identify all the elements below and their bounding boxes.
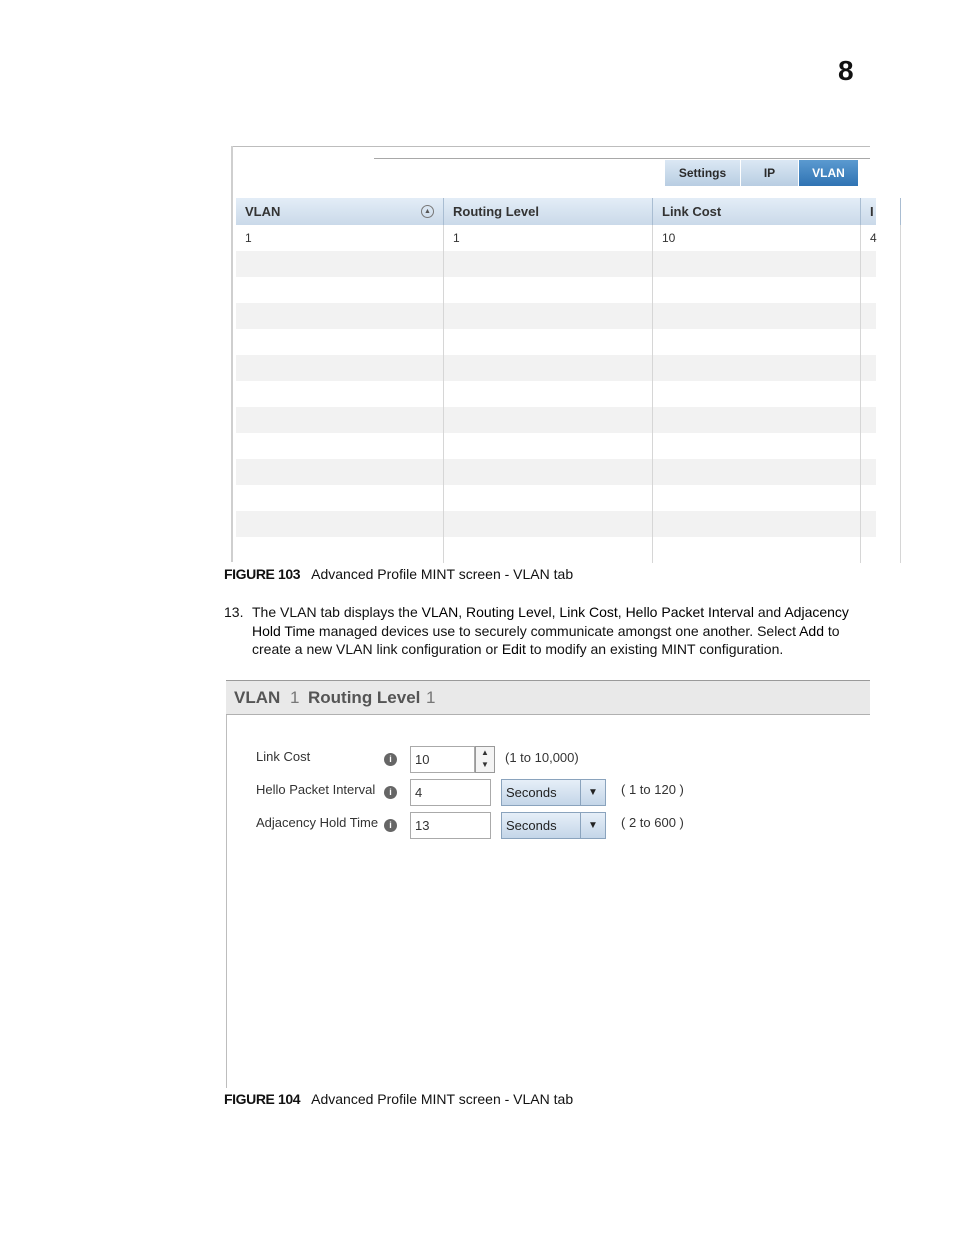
info-icon[interactable]: i [384,786,397,799]
table-cell [653,485,861,511]
column-header-vlan[interactable] [236,198,444,225]
figure-104-caption [224,1091,573,1107]
adjacency-hold-unit-select[interactable] [501,812,606,839]
table-cell [861,433,901,459]
link-cost-input[interactable]: 10 [410,746,475,773]
table-cell [444,355,653,381]
step-text: The VLAN tab displays the VLAN, Routing Level, Link Cost, Hello Packet Interval and Adjacency Hold Time managed devices use to securely communicate amongst one another. Select Add to create a new VLAN link configuration or Edit to modify an existing MINT configuration. [252,604,849,657]
table-cell [444,511,653,537]
table-cell [653,251,861,277]
adjacency-hold-range: ( 2 to 600 ) [621,815,684,830]
table-row[interactable] [236,225,876,251]
info-icon[interactable]: i [384,753,397,766]
table-cell [236,407,444,433]
table-cell [236,251,444,277]
table-cell [653,381,861,407]
table-cell [236,277,444,303]
link-cost-range: (1 to 10,000) [505,750,579,765]
table-cell [236,459,444,485]
table-cell: 4 [861,225,901,251]
frame-left-border [226,680,227,1088]
header-routing-label: Routing Level [308,688,421,707]
vlan-dialog-header [226,680,870,715]
table-cell [236,381,444,407]
table-cell [653,433,861,459]
stepper-down-icon[interactable]: ▼ [481,760,489,769]
table-row[interactable] [236,537,876,563]
table-cell [861,251,901,277]
figure-label: FIGURE 104 [224,1091,301,1107]
table-cell [444,381,653,407]
table-cell [236,511,444,537]
table-cell [444,433,653,459]
table-cell [444,277,653,303]
table-cell [236,485,444,511]
table-cell: 1 [444,225,653,251]
table-cell [444,303,653,329]
table-cell [444,329,653,355]
table-cell [861,381,901,407]
select-value: Seconds [506,818,557,833]
table-cell [653,511,861,537]
table-cell [861,303,901,329]
figure-title: Advanced Profile MINT screen - VLAN tab [311,566,574,582]
table-cell [861,485,901,511]
table-cell [653,355,861,381]
table-cell [236,537,444,563]
table-row[interactable] [236,511,876,537]
chevron-down-icon[interactable]: ▼ [580,813,605,838]
table-cell [653,277,861,303]
chevron-down-icon[interactable]: ▼ [580,780,605,805]
table-row[interactable] [236,355,876,381]
table-cell [861,329,901,355]
table-header [236,198,876,226]
table-row[interactable] [236,329,876,355]
tab-settings[interactable]: Settings [665,160,741,186]
tab-bar-line [374,158,870,159]
vlan-grid-screenshot [231,146,877,562]
table-cell [444,537,653,563]
table-cell [236,329,444,355]
table-row[interactable] [236,485,876,511]
table-cell: 1 [236,225,444,251]
table-cell [444,485,653,511]
table-cell [444,407,653,433]
chapter-number: 8 [838,55,854,86]
vlan-edit-screenshot [226,680,870,1088]
table-row[interactable] [236,251,876,277]
table-cell [861,537,901,563]
link-cost-label: Link Cost [256,749,311,764]
table-row[interactable] [236,407,876,433]
stepper-up-icon[interactable]: ▲ [481,748,489,757]
sort-ascending-icon[interactable]: ▲ [421,205,434,218]
hello-interval-input[interactable]: 4 [410,779,491,806]
header-vlan-label: VLAN [234,688,281,707]
column-header-truncated[interactable]: I [861,198,901,225]
tab-ip[interactable]: IP [741,160,799,186]
table-cell [653,537,861,563]
tab-bar [665,160,859,186]
column-header-label: VLAN [245,204,281,219]
table-cell [861,511,901,537]
table-row[interactable] [236,303,876,329]
figure-title: Advanced Profile MINT screen - VLAN tab [311,1091,574,1107]
table-cell [653,329,861,355]
frame-left-border [231,146,233,562]
table-cell [444,251,653,277]
column-header-routing-level[interactable]: Routing Level [444,198,653,225]
table-cell [653,459,861,485]
header-routing-value: 1 [426,688,436,707]
table-cell: 10 [653,225,861,251]
hello-interval-range: ( 1 to 120 ) [621,782,684,797]
tab-vlan[interactable]: VLAN [799,160,859,186]
table-row[interactable] [236,381,876,407]
table-cell [653,303,861,329]
table-row[interactable] [236,433,876,459]
table-row[interactable] [236,277,876,303]
link-cost-stepper[interactable] [475,746,495,773]
column-header-link-cost[interactable]: Link Cost [653,198,861,225]
adjacency-hold-input[interactable]: 13 [410,812,491,839]
hello-interval-unit-select[interactable] [501,779,606,806]
select-value: Seconds [506,785,557,800]
hello-interval-label: Hello Packet Interval [256,782,376,797]
table-cell [861,459,901,485]
table-cell [861,407,901,433]
table-cell [653,407,861,433]
table-cell [861,277,901,303]
header-vlan-value: 1 [290,688,300,707]
info-icon[interactable]: i [384,819,397,832]
table-row[interactable] [236,459,876,485]
table-cell [861,355,901,381]
adjacency-hold-label: Adjacency Hold Time [256,815,379,830]
figure-label: FIGURE 103 [224,566,301,582]
table-cell [444,459,653,485]
figure-103-caption [224,566,573,582]
frame-top-border [231,146,870,147]
step-number: 13. [224,604,244,620]
table-cell [236,303,444,329]
table-cell [236,355,444,381]
table-cell [236,433,444,459]
